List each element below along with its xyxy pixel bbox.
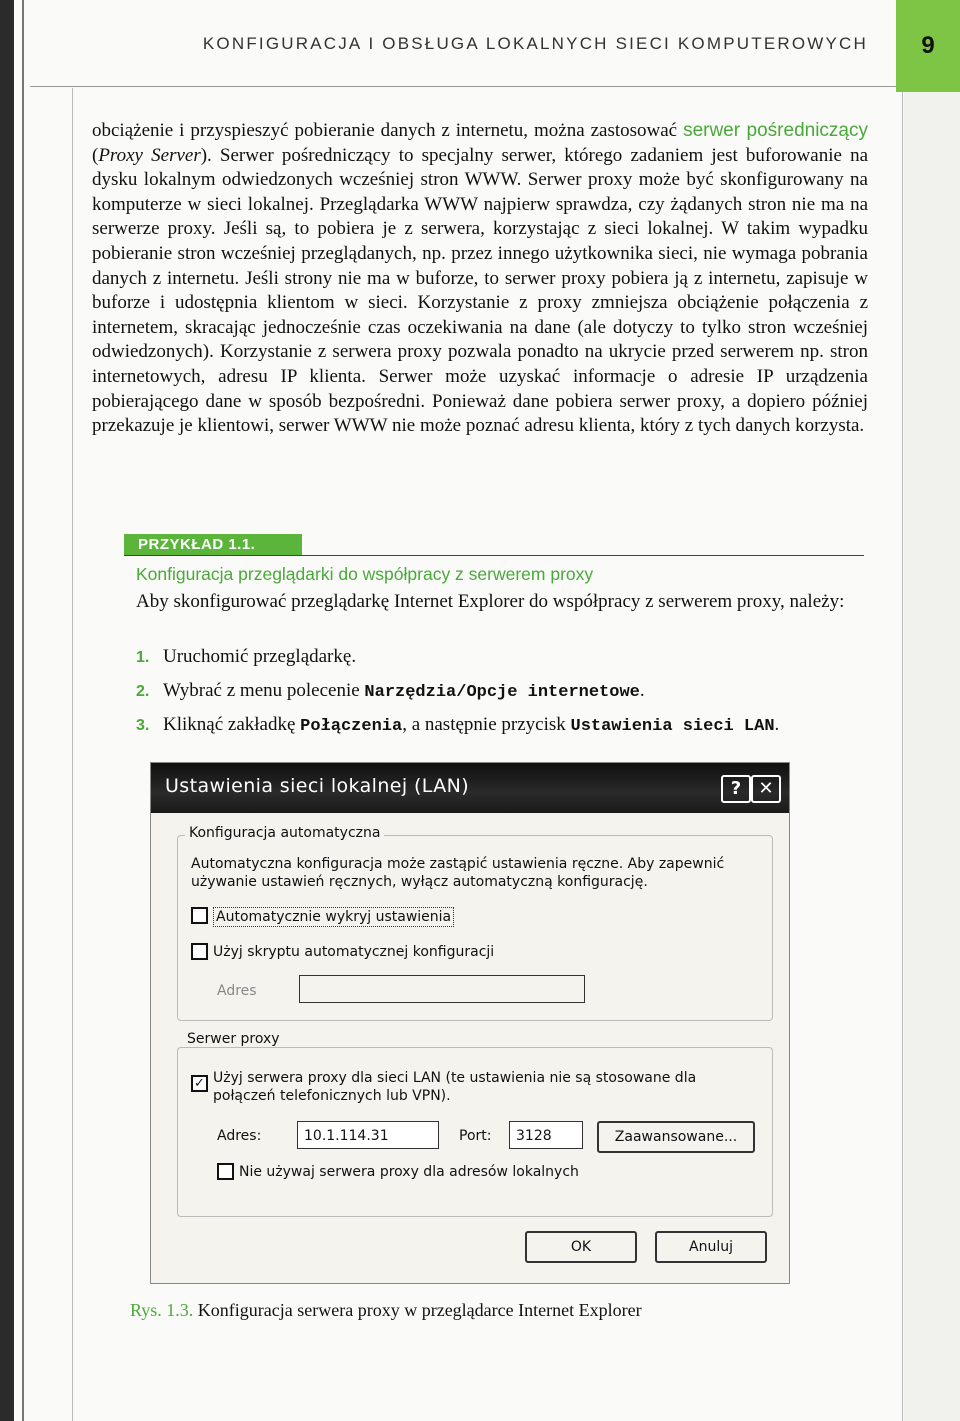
advanced-button[interactable]: Zaawansowane... <box>597 1121 755 1153</box>
proxy-port-label: Port: <box>459 1128 492 1144</box>
auto-detect-label[interactable]: Automatycznie wykryj ustawienia <box>213 907 454 927</box>
step-text-end: . <box>639 680 645 701</box>
script-address-label: Adres <box>217 983 257 999</box>
figure-caption-label: Rys. 1.3. <box>130 1300 194 1320</box>
step-number: 2. <box>136 683 150 700</box>
example-rule <box>124 555 864 556</box>
running-head: KONFIGURACJA I OBSŁUGA LOKALNYCH SIECI KOMPUTEROWYCH <box>202 34 868 53</box>
auto-script-checkbox[interactable] <box>191 943 208 960</box>
proxy-address-label: Adres: <box>217 1128 262 1144</box>
auto-config-group-label: Konfiguracja automatyczna <box>185 825 384 841</box>
page-right-band <box>904 0 960 1421</box>
proxy-port-input[interactable]: 3128 <box>509 1121 583 1149</box>
steps-list <box>136 642 876 744</box>
intro-term: serwer pośredniczący <box>683 120 868 141</box>
step-code: Połączenia <box>300 717 403 736</box>
example-intro: Aby skonfigurować przeglądarkę Internet Explorer do współpracy z serwerem proxy, należy: <box>136 591 845 612</box>
right-margin-rule <box>902 88 903 1421</box>
bypass-local-checkbox[interactable] <box>217 1163 234 1180</box>
chapter-number-tab: 9 <box>896 0 960 92</box>
step-text-end: . <box>774 714 780 735</box>
step-text: Uruchomić przeglądarkę. <box>163 646 357 667</box>
step-code: Narzędzia/Opcje internetowe <box>364 683 640 702</box>
left-margin-rule <box>72 88 73 1421</box>
use-proxy-label[interactable]: Użyj serwera proxy dla sieci LAN (te ustawienia nie są stosowane dla połączeń telefonicznych lub VPN). <box>213 1070 697 1104</box>
intro-paragraph <box>92 119 868 439</box>
intro-text-part3: ). Serwer pośredniczący to specjalny serwer, którego zadaniem jest buforowanie na dysku lokalnym odwiedzonych wcześniej stron WWW. Serwer proxy może być skonfigurowany na komputerze w sieci lokalnej. Przeglądarka WWW najpierw sprawdza, czy żądanych stron nie ma na serwerze proxy. Jeśli są, to pobiera je z serwera, korzystając z sieci lokalnej. W takim wypadku pobieranie stron wcześniej przeglądanych, np. przez innego użytkownika sieci, nie wymaga pobrania danych z internetu. Jeśli strony nie ma w buforze, to serwer proxy pobiera ją z internetu, zapisuje w buforze i udostępnia klientom w sieci. Korzystanie z proxy zmniejsza obciążenie połączenia z internetem, skracając jednocześnie czas oczekiwania na dane (ale dotyczy to tylko stron wcześniej odwiedzonych). Korzystanie z serwera proxy pozwala ponadto na ukrycie przed serwerem np. stron internetowych, adresu IP klienta. Serwer może uzyskać informacje o adresie IP urządzenia pobierającego dane w sposób bezpośredni. Ponieważ dane pobiera serwer proxy, a dopiero później przekazuje je klientowi, serwer WWW nie może poznać adresu klienta, który z tych danych korzysta. <box>92 144 868 437</box>
close-icon: ✕ <box>758 778 774 799</box>
check-icon: ✓ <box>194 1076 205 1091</box>
auto-detect-checkbox[interactable] <box>191 907 208 924</box>
dialog-titlebar[interactable] <box>151 763 789 813</box>
header-rule <box>30 86 932 87</box>
proxy-server-group-label: Serwer proxy <box>183 1031 284 1047</box>
ok-button[interactable]: OK <box>525 1231 637 1263</box>
auto-script-label[interactable]: Użyj skryptu automatycznej konfiguracji <box>213 944 495 960</box>
lan-settings-dialog <box>150 762 790 1284</box>
figure-caption-text: Konfiguracja serwera proxy w przeglądarce Internet Explorer <box>193 1300 642 1320</box>
use-proxy-checkbox[interactable] <box>191 1075 208 1092</box>
step-code-2: Ustawienia sieci LAN <box>570 717 775 736</box>
proxy-address-input[interactable]: 10.1.114.31 <box>297 1121 439 1149</box>
page-edge-line <box>22 0 24 1421</box>
intro-text-part1: obciążenie i przyspieszyć pobieranie danych z internetu, można zastosować <box>92 120 684 141</box>
cancel-button[interactable]: Anuluj <box>655 1231 767 1263</box>
help-icon: ? <box>730 778 742 799</box>
list-item <box>136 710 876 744</box>
close-button[interactable] <box>751 775 781 803</box>
step-number: 1. <box>136 649 150 666</box>
example-label: PRZYKŁAD 1.1. <box>124 534 302 556</box>
step-text: Kliknąć zakładkę <box>163 714 301 735</box>
step-text-mid: , a następnie przycisk <box>402 714 571 735</box>
page-edge-shadow <box>0 0 14 1421</box>
example-title: Konfiguracja przeglądarki do współpracy z serwerem proxy <box>136 564 594 584</box>
figure-caption <box>130 1300 870 1321</box>
intro-term-en: Proxy Server <box>98 144 201 166</box>
bypass-local-label[interactable]: Nie używaj serwera proxy dla adresów lokalnych <box>239 1164 579 1180</box>
auto-config-description: Automatyczna konfiguracja może zastąpić ustawienia ręczne. Aby zapewnić używanie ustawień ręcznych, wyłącz automatyczną konfigurację. <box>191 856 725 890</box>
intro-text-part2: ( <box>92 144 99 166</box>
list-item <box>136 642 876 676</box>
dialog-title: Ustawienia sieci lokalnej (LAN) <box>165 775 470 797</box>
script-address-input[interactable] <box>299 975 585 1003</box>
step-text: Wybrać z menu polecenie <box>163 680 365 701</box>
list-item <box>136 676 876 710</box>
step-number: 3. <box>136 717 150 734</box>
help-button[interactable] <box>721 775 751 803</box>
